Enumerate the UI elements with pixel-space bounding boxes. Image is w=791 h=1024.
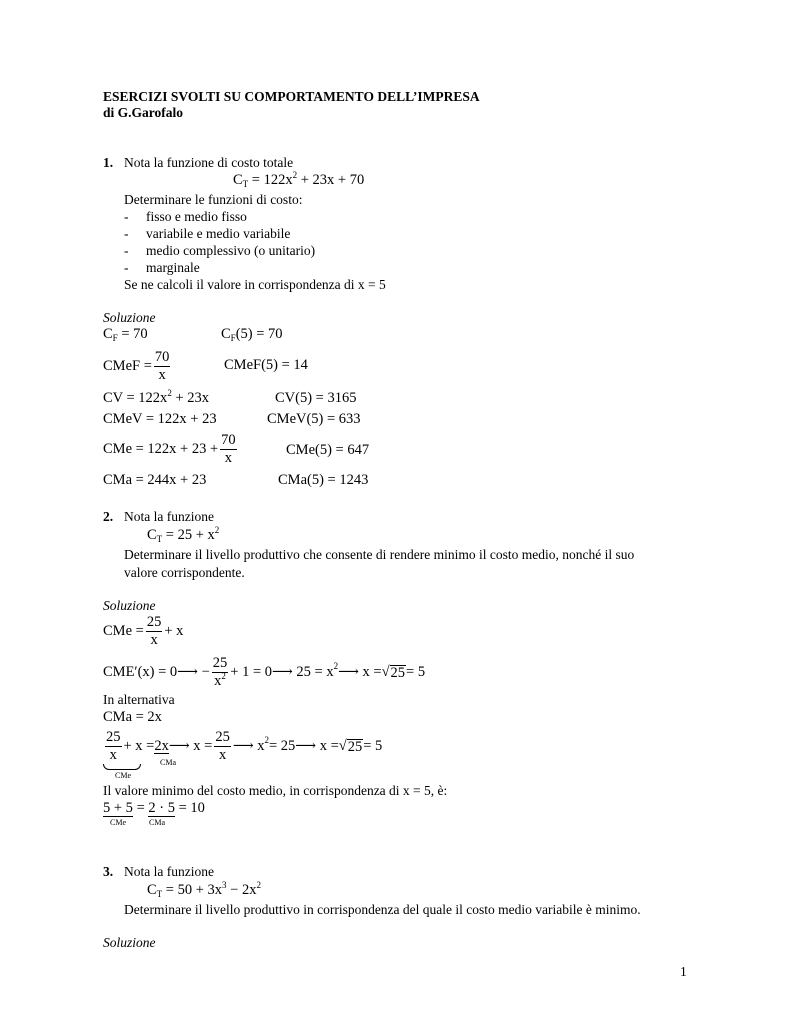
exercise-1-intro: Nota la funzione di costo totale — [124, 155, 294, 170]
avg-total-cost-value: CMe(5) = 647 — [286, 442, 370, 458]
avg-variable-cost-value: CMeV(5) = 633 — [267, 411, 361, 427]
cme-underbrace — [103, 764, 141, 770]
exercise-1-calc-instruction: Se ne calcoli il valore in corrispondenza di x = 5 — [124, 277, 386, 292]
exercise-2-task-line-1: Determinare il livello produttivo che consente di rendere minimo il costo medio, nonché il suo — [124, 547, 635, 562]
cma-sum-tag: CMa — [149, 818, 165, 827]
solution-2-label: Soluzione — [103, 598, 156, 613]
avg-total-cost-formula: CMe = 122x + 23 + $\frac{70}{x}$ — [103, 432, 236, 467]
list-item: - marginale — [124, 260, 200, 275]
list-item: - variabile e medio variabile — [124, 226, 291, 241]
marginal-cost-formula: CMa = 244x + 23 — [103, 472, 207, 488]
avg-cost-formula: CMe = $\frac{25}{x}$ + x — [103, 614, 184, 649]
variable-cost-formula: CV = $122x^2 + 23x$ — [103, 388, 209, 406]
page-number: 1 — [680, 964, 687, 979]
exercise-1-task: Determinare le funzioni di costo: — [124, 192, 303, 207]
exercise-2-number: 2. — [103, 509, 114, 524]
avg-variable-cost-formula: CMeV = 122x + 23 — [103, 411, 217, 427]
variable-cost-value: CV(5) = 3165 — [275, 390, 357, 406]
solution-3-label: Soluzione — [103, 935, 156, 950]
list-item: - fisso e medio fisso — [124, 209, 247, 224]
document-author: di G.Garofalo — [103, 105, 184, 120]
derivative-equation: CME′(x) = 0⟶ − $\frac{25}{x^2}$ + 1 = 0⟶ 25 = x 2 ⟶ x = √ 25 = 5 — [103, 655, 426, 690]
avg-fixed-cost-value: CMeF(5) = 14 — [224, 357, 308, 373]
exercise-3-task: Determinare il livello produttivo in corrispondenza del quale il costo medio variabile è minimo. — [124, 902, 641, 917]
exercise-1-total-cost-formula: $C_T = 122x^2 + 23x + 70$ — [233, 170, 365, 189]
avg-fixed-cost-formula: CMeF = $\frac{70}{x}$ — [103, 349, 170, 384]
cma-tag: CMa — [160, 758, 176, 767]
marginal-cost-formula-2: CMa = 2x — [103, 709, 162, 725]
alternative-equation: $\frac{25}{x}$ + x = 2x ⟶ x = $\frac{25}{x}$ ⟶ x 2 = 25⟶ x = √ 25 = 5 — [106, 729, 383, 764]
fixed-cost-formula: $C_F = 70$ — [103, 326, 148, 343]
exercise-3-number: 3. — [103, 864, 114, 879]
fixed-cost-value: $C_F(5) = 70$ — [221, 326, 283, 343]
exercise-2-intro: Nota la funzione — [124, 509, 214, 524]
alternative-label: In alternativa — [103, 692, 175, 707]
minimum-value-sentence: Il valore minimo del costo medio, in corrispondenza di x = 5, è: — [103, 783, 448, 798]
marginal-cost-value: CMa(5) = 1243 — [278, 472, 369, 488]
exercise-3-intro: Nota la funzione — [124, 864, 214, 879]
exercise-2-task-line-2: valore corrispondente. — [124, 565, 245, 580]
cme-sum-tag: CMe — [110, 818, 126, 827]
minimum-value-computation: 5 + 5 = 2 · 5 = 10 — [103, 800, 205, 816]
document-title: ESERCIZI SVOLTI SU COMPORTAMENTO DELL’IMPRESA — [103, 89, 480, 104]
exercise-2-total-cost-formula: $C_T = 25 + x^2$ — [147, 525, 220, 544]
exercise-1-number: 1. — [103, 155, 114, 170]
solution-1-label: Soluzione — [103, 310, 156, 325]
exercise-3-total-cost-formula: $C_T = 50 + 3x^3 - 2x^2$ — [147, 880, 261, 899]
list-item: - medio complessivo (o unitario) — [124, 243, 316, 258]
cme-tag: CMe — [115, 771, 131, 780]
